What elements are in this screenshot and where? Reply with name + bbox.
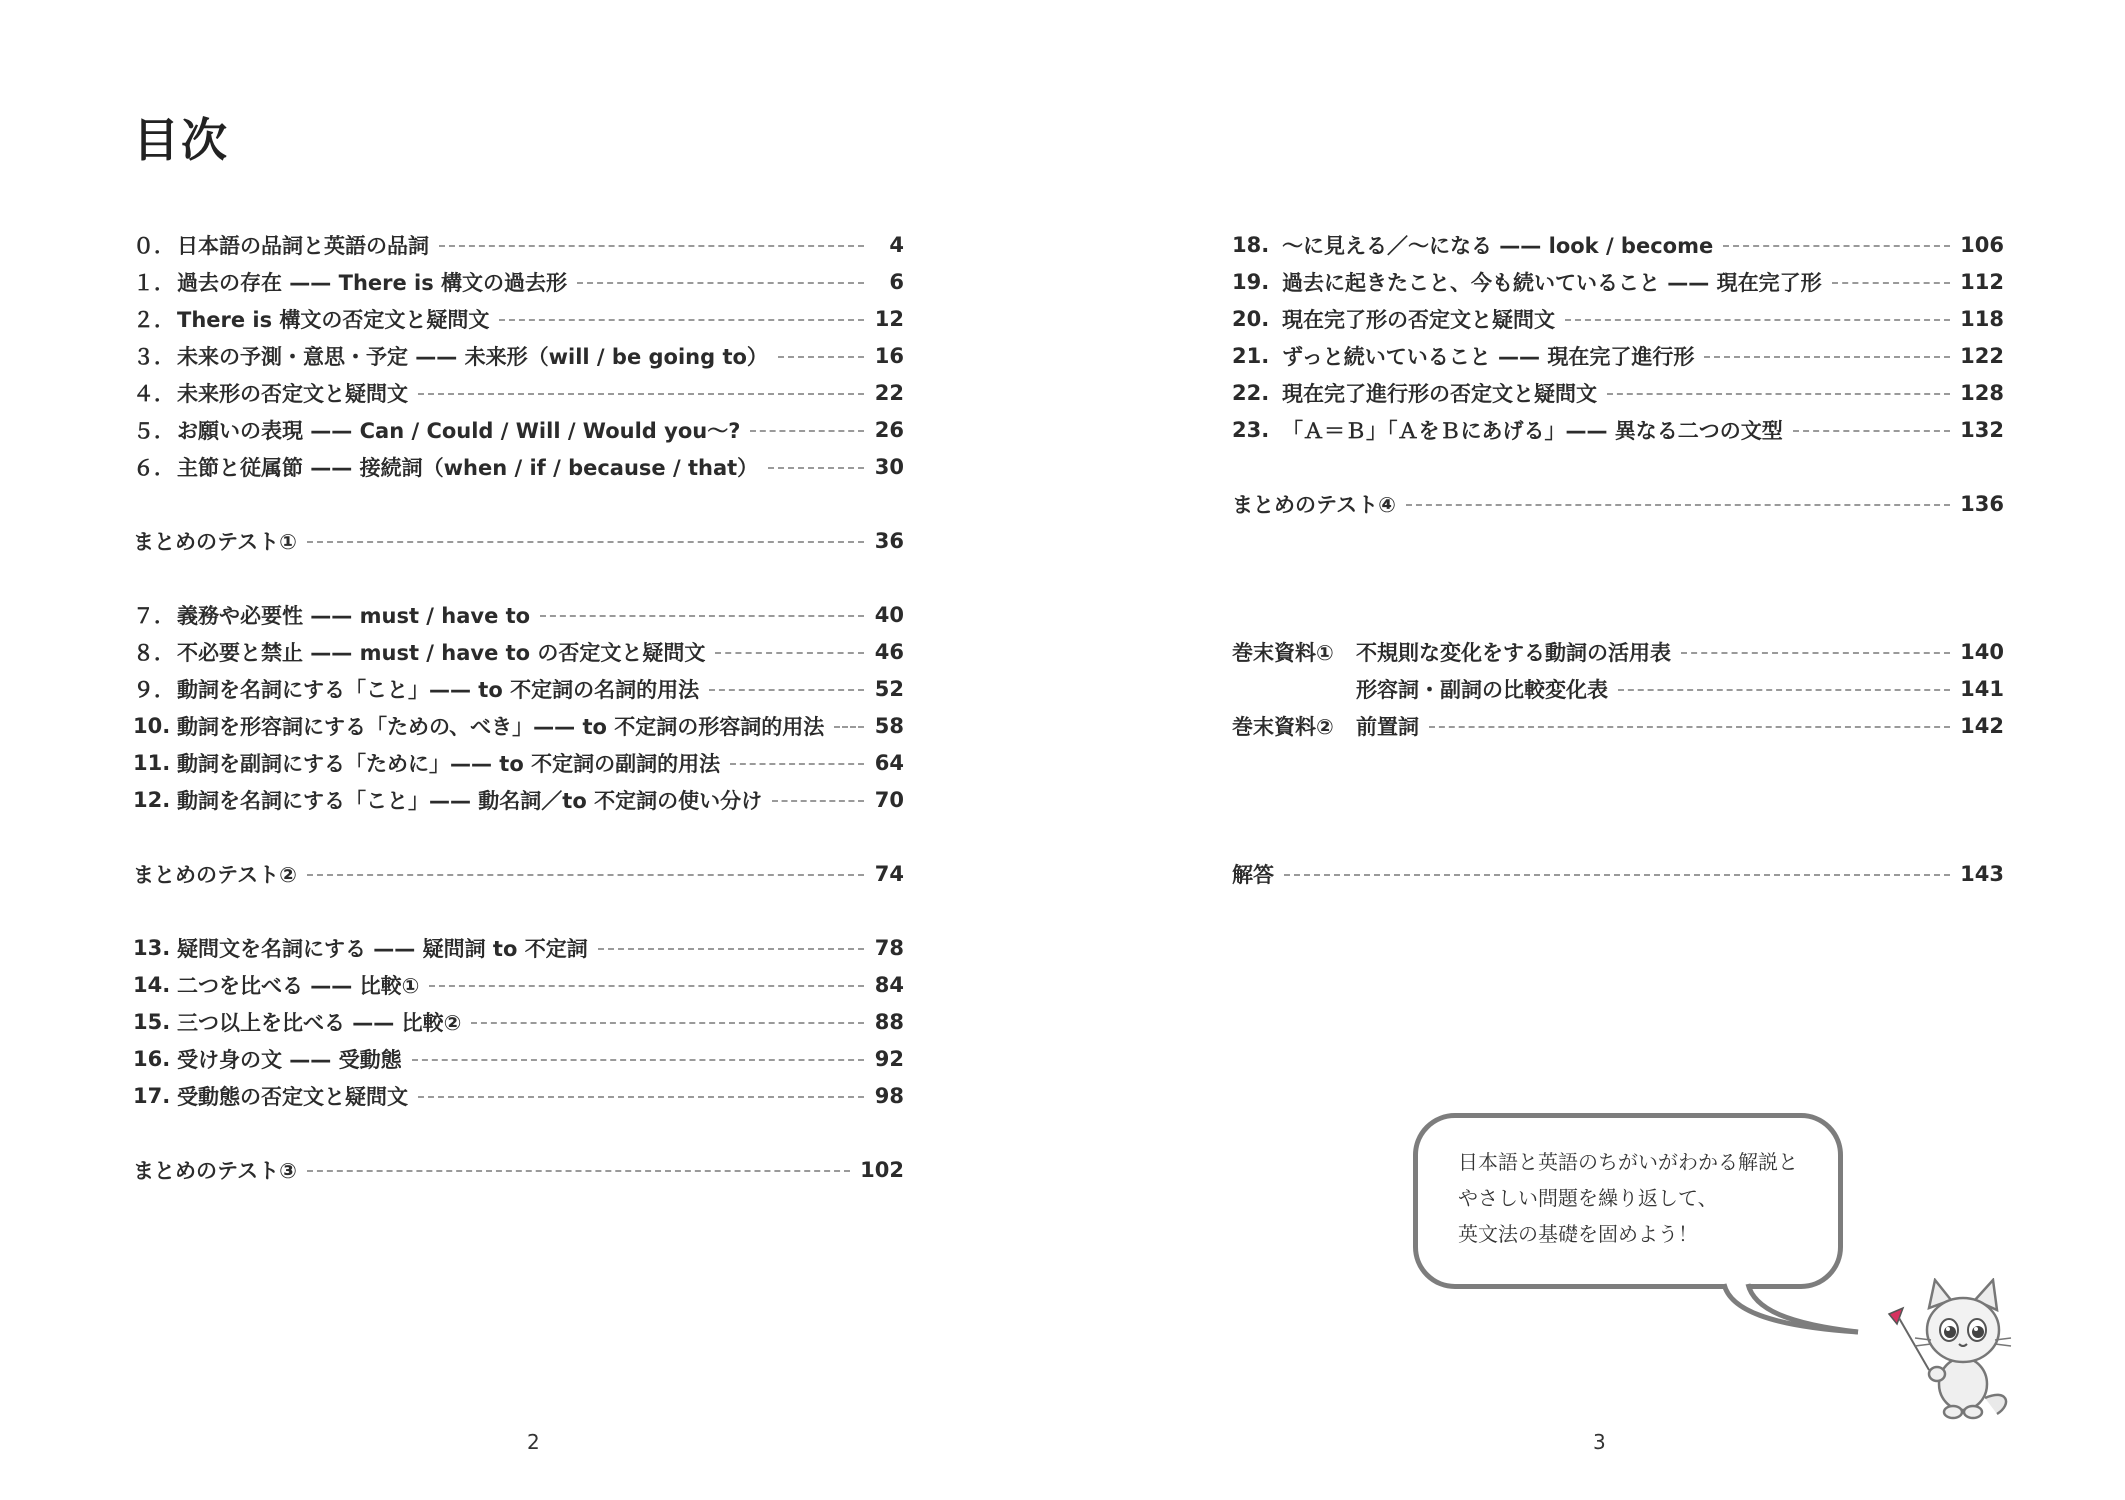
entry-page: 78 [874, 936, 904, 960]
entry-title: 現在完了形の否定文と疑問文 [1282, 308, 1555, 332]
toc-entry[interactable] [133, 597, 904, 633]
entry-page: 128 [1960, 381, 2004, 405]
entry-page: 22 [874, 381, 904, 405]
dot-leader [1793, 430, 1950, 432]
entry-title: 動詞を形容詞にする「ための、べき」—— to 不定詞の形容詞的用法 [177, 715, 825, 739]
entry-number: 13. [133, 936, 171, 960]
entry-number: 11. [133, 751, 171, 775]
entry-title: 過去に起きたこと、今も続いていること —— 現在完了形 [1282, 271, 1822, 295]
entry-title: まとめのテスト③ [133, 1159, 297, 1183]
dot-leader [1565, 319, 1950, 321]
toc-entry[interactable] [1232, 375, 2004, 411]
entry-page: 84 [874, 973, 904, 997]
entry-number: ９． [133, 678, 175, 702]
dot-leader [709, 689, 864, 691]
entry-title: ずっと続いていること —— 現在完了進行形 [1282, 345, 1695, 369]
entry-title: 解答 [1232, 863, 1274, 887]
dot-leader [418, 1096, 864, 1098]
entry-page: 140 [1960, 640, 2004, 664]
entry-page: 142 [1960, 714, 2004, 738]
dot-leader [778, 356, 864, 358]
entry-number: 15. [133, 1010, 171, 1034]
toc-entry[interactable] [133, 967, 904, 1003]
toc-entry[interactable] [133, 338, 904, 374]
toc-entry[interactable] [133, 449, 904, 485]
entry-page: 4 [889, 233, 904, 257]
toc-entry[interactable] [133, 930, 904, 966]
entry-title: まとめのテスト① [133, 530, 297, 554]
dot-leader [577, 282, 864, 284]
entry-title: 「Ａ＝Ｂ」「ＡをＢにあげる」—— 異なる二つの文型 [1282, 419, 1783, 443]
entry-title: 受動態の否定文と疑問文 [177, 1085, 408, 1109]
entry-title: 義務や必要性 —— must / have to [177, 604, 531, 628]
appendix-prefix: 巻末資料② [1232, 715, 1334, 739]
dot-leader [418, 393, 864, 395]
entry-title: 不規則な変化をする動詞の活用表 [1356, 641, 1671, 665]
entry-title: お願いの表現 —— Can / Could / Will / Would you～? [177, 419, 741, 443]
entry-page: 132 [1960, 418, 2004, 442]
entry-number: ４． [133, 382, 175, 406]
page-title: 目次 [133, 113, 229, 167]
entry-page: 52 [874, 677, 904, 701]
entry-title: 過去の存在 —— There is 構文の過去形 [177, 271, 568, 295]
dot-leader [730, 763, 864, 765]
dot-leader [772, 800, 864, 802]
cat-mascot-icon [1885, 1278, 2015, 1420]
entry-page: 74 [874, 862, 904, 886]
entry-page: 70 [874, 788, 904, 812]
entry-title: まとめのテスト② [133, 863, 297, 887]
speech-line: 日本語と英語のちがいがわかる解説と [1458, 1150, 1798, 1174]
toc-entry[interactable] [1232, 264, 2004, 300]
entry-number: 22. [1232, 381, 1270, 405]
entry-title: 日本語の品詞と英語の品詞 [177, 234, 429, 258]
speech-line: 英文法の基礎を固めよう！ [1458, 1222, 1698, 1246]
dot-leader [1406, 504, 1950, 506]
entry-page: 136 [1960, 492, 2004, 516]
dot-leader [768, 467, 864, 469]
entry-title: 未来形の否定文と疑問文 [177, 382, 408, 406]
entry-title: 動詞を名詞にする「こと」—— 動名詞／to 不定詞の使い分け [177, 789, 763, 813]
dot-leader [1704, 356, 1950, 358]
entry-title: ～に見える／～になる —— look / become [1282, 234, 1714, 258]
entry-page: 98 [874, 1084, 904, 1108]
toc-entry[interactable] [133, 375, 904, 411]
entry-page: 46 [874, 640, 904, 664]
toc-entry-answers[interactable] [1232, 856, 2004, 892]
toc-entry[interactable] [133, 745, 904, 781]
page-number-left: 2 [527, 1430, 540, 1454]
speech-bubble-tail [1710, 1280, 1860, 1340]
entry-title: 現在完了進行形の否定文と疑問文 [1282, 382, 1597, 406]
dot-leader [598, 948, 864, 950]
entry-page: 64 [874, 751, 904, 775]
toc-entry-appendix[interactable] [1232, 671, 2004, 707]
entry-page: 143 [1960, 862, 2004, 886]
dot-leader [499, 319, 864, 321]
entry-title: 二つを比べる —— 比較① [177, 974, 420, 998]
page-number-right: 3 [1593, 1430, 1606, 1454]
appendix-prefix: 巻末資料① [1232, 641, 1334, 665]
entry-title: There is 構文の否定文と疑問文 [177, 308, 490, 332]
entry-number: ５． [133, 419, 175, 443]
entry-title: 動詞を副詞にする「ために」—— to 不定詞の副詞的用法 [177, 752, 721, 776]
toc-entry[interactable] [133, 1004, 904, 1040]
toc-entry[interactable] [1232, 412, 2004, 448]
dot-leader [715, 652, 864, 654]
toc-entry-appendix[interactable] [1232, 708, 2004, 744]
dot-leader [471, 1022, 864, 1024]
dot-leader [1618, 689, 1950, 691]
dot-leader [750, 430, 864, 432]
toc-entry[interactable] [133, 634, 904, 670]
entry-title: 受け身の文 —— 受動態 [177, 1048, 402, 1072]
toc-entry[interactable] [133, 782, 904, 818]
entry-page: 112 [1960, 270, 2004, 294]
toc-entry[interactable] [133, 264, 904, 300]
dot-leader [1429, 726, 1950, 728]
dot-leader [1607, 393, 1950, 395]
toc-entry[interactable] [133, 412, 904, 448]
entry-page: 36 [874, 529, 904, 553]
toc-entry-appendix[interactable] [1232, 634, 2004, 670]
toc-entry-review-test[interactable] [133, 856, 904, 892]
entry-title: 疑問文を名詞にする —— 疑問詞 to 不定詞 [177, 937, 588, 961]
speech-line: やさしい問題を繰り返して、 [1458, 1186, 1718, 1210]
entry-page: 92 [874, 1047, 904, 1071]
toc-entry-review-test[interactable] [133, 1152, 904, 1188]
entry-page: 26 [874, 418, 904, 442]
toc-entry[interactable] [133, 1041, 904, 1077]
entry-number: １． [133, 271, 175, 295]
entry-page: 102 [860, 1158, 904, 1182]
entry-title: 前置詞 [1356, 715, 1419, 739]
entry-number: 19. [1232, 270, 1270, 294]
entry-number: ６． [133, 456, 175, 480]
entry-number: 18. [1232, 233, 1270, 257]
entry-number: ２． [133, 308, 175, 332]
dot-leader [1832, 282, 1951, 284]
toc-entry-review-test[interactable] [1232, 486, 2004, 522]
entry-number: ８． [133, 641, 175, 665]
toc-entry[interactable] [133, 671, 904, 707]
entry-title: 主節と従属節 —— 接続詞（when / if / because / that） [177, 456, 759, 480]
entry-page: 122 [1960, 344, 2004, 368]
dot-leader [307, 874, 864, 876]
toc-entry[interactable] [133, 227, 904, 263]
dot-leader [307, 541, 864, 543]
entry-number: 23. [1232, 418, 1270, 442]
entry-page: 30 [874, 455, 904, 479]
entry-page: 58 [874, 714, 904, 738]
entry-title: 未来の予測・意思・予定 —— 未来形（will / be going to） [177, 345, 768, 369]
entry-page: 106 [1960, 233, 2004, 257]
dot-leader [1284, 874, 1950, 876]
toc-entry-review-test[interactable] [133, 523, 904, 559]
entry-number: ３． [133, 345, 175, 369]
toc-entry[interactable] [1232, 301, 2004, 337]
dot-leader [412, 1059, 864, 1061]
entry-number: 10. [133, 714, 171, 738]
dot-leader [1681, 652, 1950, 654]
entry-number: 14. [133, 973, 171, 997]
toc-entry[interactable] [133, 1078, 904, 1114]
entry-number: ０． [133, 234, 175, 258]
entry-page: 88 [874, 1010, 904, 1034]
dot-leader [540, 615, 864, 617]
speech-bubble-text [1458, 1144, 1798, 1252]
entry-number: 21. [1232, 344, 1270, 368]
entry-page: 12 [874, 307, 904, 331]
entry-page: 118 [1960, 307, 2004, 331]
toc-entry[interactable] [133, 708, 904, 744]
entry-page: 6 [889, 270, 904, 294]
entry-number: ７． [133, 604, 175, 628]
dot-leader [1723, 245, 1950, 247]
dot-leader [834, 726, 864, 728]
entry-page: 141 [1960, 677, 2004, 701]
toc-entry[interactable] [133, 301, 904, 337]
dot-leader [439, 245, 864, 247]
entry-number: 20. [1232, 307, 1270, 331]
entry-page: 16 [874, 344, 904, 368]
entry-number: 16. [133, 1047, 171, 1071]
entry-title: 三つ以上を比べる —— 比較② [177, 1011, 462, 1035]
entry-title: まとめのテスト④ [1232, 493, 1396, 517]
toc-entry[interactable] [1232, 227, 2004, 263]
speech-bubble [1413, 1113, 1843, 1289]
dot-leader [307, 1170, 850, 1172]
entry-title: 形容詞・副詞の比較変化表 [1356, 678, 1608, 702]
entry-page: 40 [874, 603, 904, 627]
entry-title: 動詞を名詞にする「こと」—— to 不定詞の名詞的用法 [177, 678, 700, 702]
entry-title: 不必要と禁止 —— must / have to の否定文と疑問文 [177, 641, 706, 665]
dot-leader [429, 985, 864, 987]
toc-entry[interactable] [1232, 338, 2004, 374]
entry-number: 17. [133, 1084, 171, 1108]
entry-number: 12. [133, 788, 171, 812]
